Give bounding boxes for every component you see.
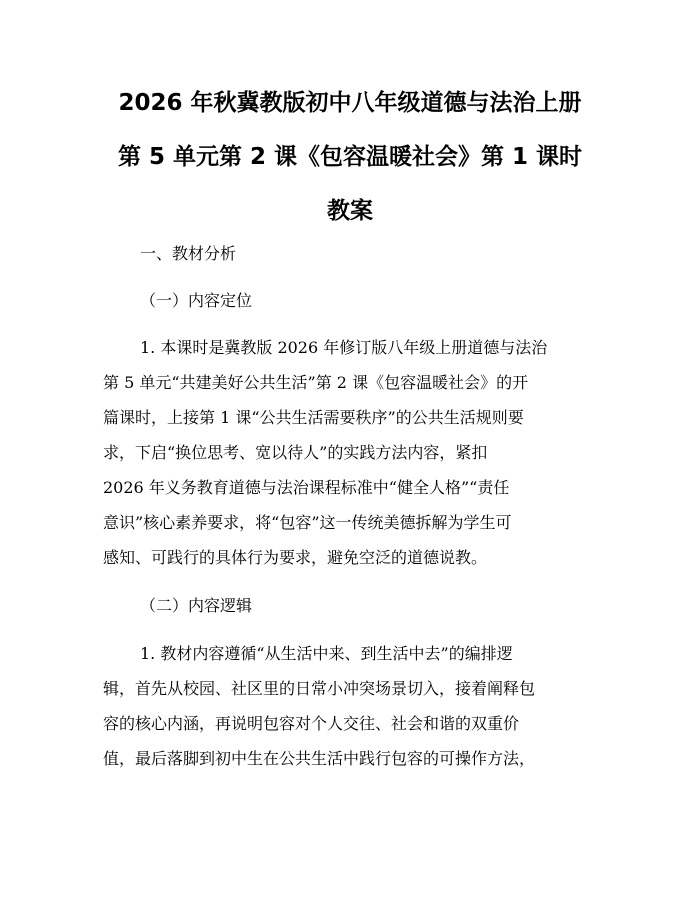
- paragraph-line: 1. 本课时是冀教版 2026 年修订版八年级上册道德与法治: [140, 338, 548, 357]
- section-heading-textbook-analysis: 一、教材分析: [140, 244, 237, 263]
- paragraph-line: 意识”核心素养要求，将“包容”这一传统美德拆解为学生可: [103, 513, 512, 532]
- subsection-heading-content-position: （一）内容定位: [140, 291, 253, 310]
- paragraph-line: 感知、可践行的具体行为要求，避免空泛的道德说教。: [103, 548, 488, 567]
- paragraph-line: 2026 年义务教育道德与法治课程标准中“健全人格”“责任: [103, 478, 510, 497]
- paragraph-line: 容的核心内涵，再说明包容对个人交往、社会和谐的双重价: [103, 714, 520, 733]
- document-title-line-3: 教案: [327, 198, 373, 224]
- subsection-heading-content-logic: （二）内容逻辑: [140, 596, 253, 615]
- paragraph-line: 第 5 单元“共建美好公共生活”第 2 课《包容温暖社会》的开: [103, 373, 529, 392]
- paragraph-line: 篇课时，上接第 1 课“公共生活需要秩序”的公共生活规则要: [103, 408, 524, 427]
- paragraph-line: 1. 教材内容遵循“从生活中来、到生活中去”的编排逻: [140, 644, 513, 663]
- paragraph-line: 辑，首先从校园、社区里的日常小冲突场景切入，接着阐释包: [103, 679, 536, 698]
- paragraph-line: 求，下启“换位思考、宽以待人”的实践方法内容，紧扣: [103, 443, 488, 462]
- paragraph-line: 值，最后落脚到初中生在公共生活中践行包容的可操作方法，: [103, 749, 536, 768]
- document-title-line-2: 第 5 单元第 2 课《包容温暖社会》第 1 课时: [117, 144, 583, 170]
- document-title-line-1: 2026 年秋冀教版初中八年级道德与法治上册: [118, 90, 582, 116]
